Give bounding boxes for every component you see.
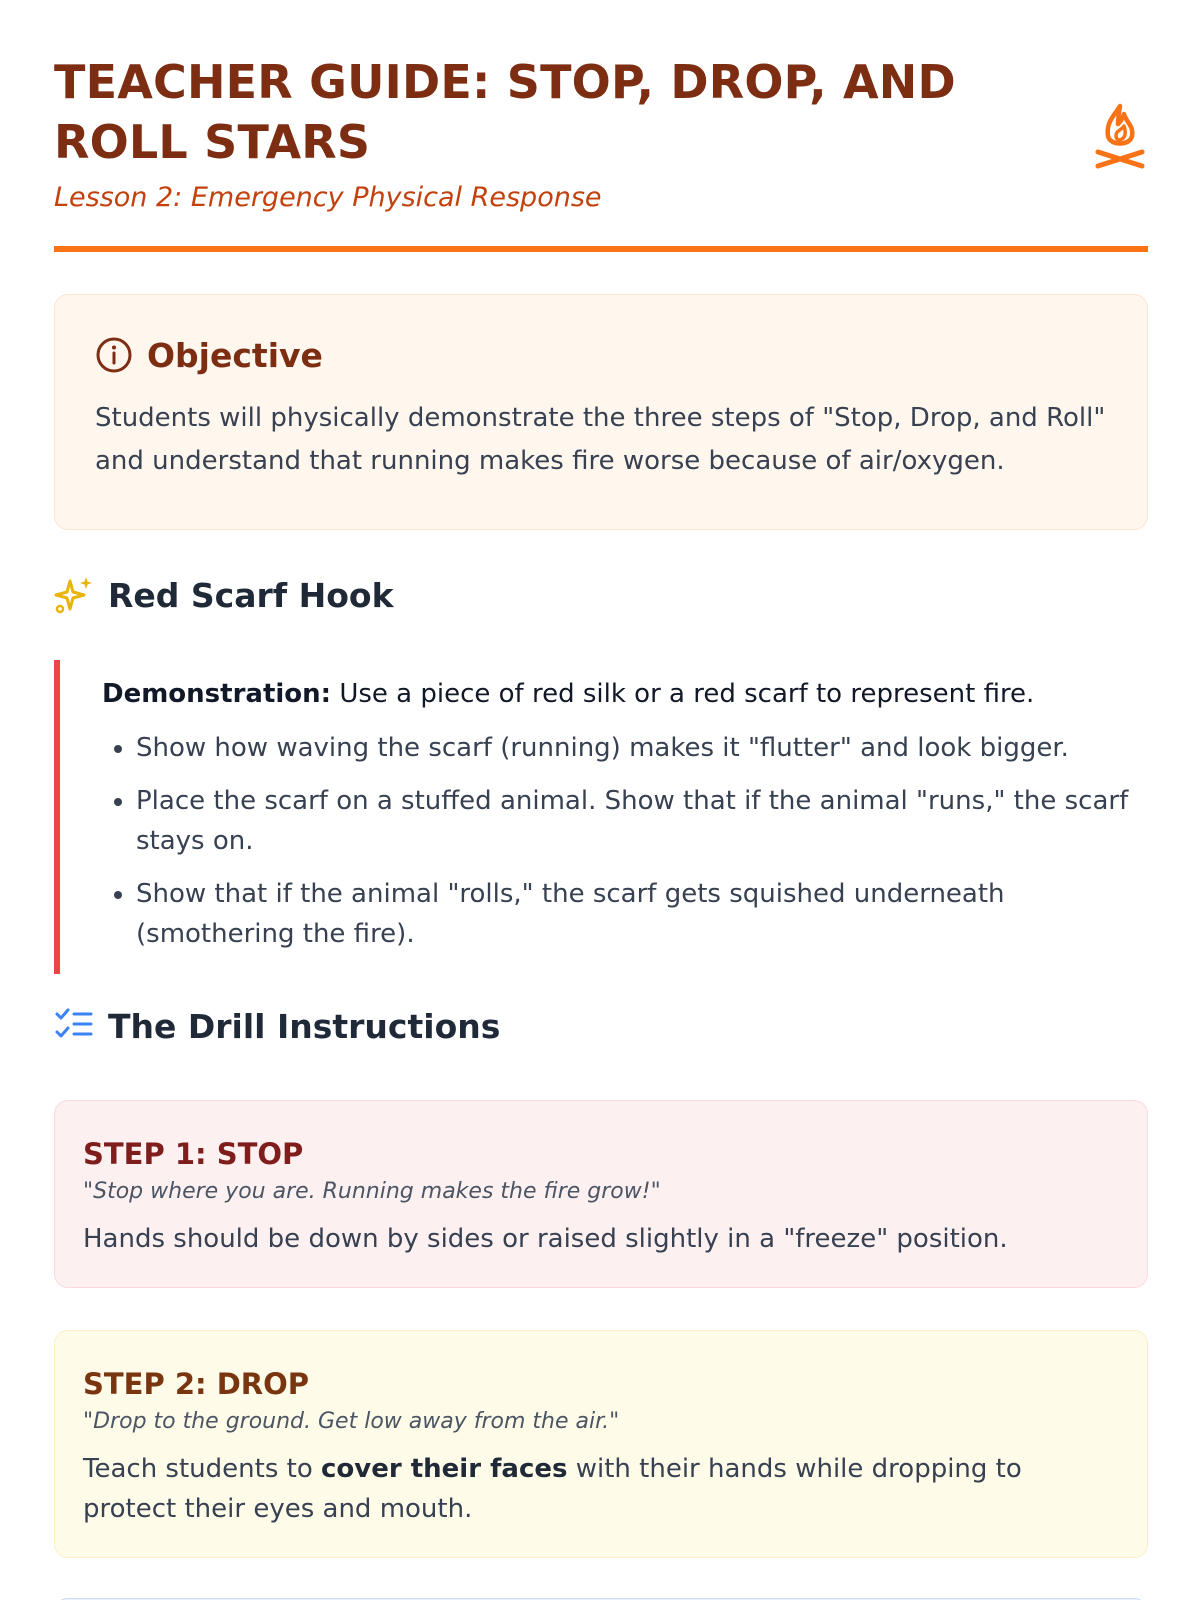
objective-header — [95, 333, 1107, 377]
step-text: Hands should be down by sides or raised slightly in a "freeze" position. — [83, 1224, 1008, 1254]
checklist-icon — [54, 1006, 94, 1046]
list-item: • Place the scarf on a stuffed animal. Show that if the animal "runs," the scarf stays on. — [136, 781, 1148, 861]
step-text — [83, 1449, 1119, 1529]
hook-heading: Red Scarf Hook — [108, 575, 394, 615]
step-title: STEP 2: DROP — [83, 1367, 310, 1401]
step-quote: "Stop where you are. Running makes the fire grow!" — [83, 1179, 661, 1204]
page-title: TEACHER GUIDE: STOP, DROP, AND ROLL STARS — [54, 55, 956, 169]
page-header — [54, 52, 1148, 216]
header-divider — [54, 246, 1148, 252]
step-stop-card — [54, 1100, 1148, 1288]
drill-heading: The Drill Instructions — [108, 1006, 501, 1046]
list-item: • Show how waving the scarf (running) makes it "flutter" and look bigger. — [136, 728, 1148, 768]
step-title: STEP 1: STOP — [83, 1137, 304, 1171]
sparkles-icon — [54, 575, 94, 615]
hook-callout — [54, 660, 1148, 974]
info-circle-icon — [95, 336, 133, 374]
demonstration-label: Demonstration: — [102, 679, 332, 709]
step-text-emphasis: cover their faces — [321, 1454, 568, 1484]
list-item: • Show that if the animal "rolls," the scarf gets squished underneath (smothering the fire). — [136, 874, 1148, 954]
objective-card — [54, 294, 1148, 530]
page-subtitle: Lesson 2: Emergency Physical Response — [54, 182, 602, 213]
step-text-end: with their hands while dropping to protect their eyes and mouth. — [83, 1454, 1022, 1524]
demonstration-line — [102, 676, 1148, 712]
hook-section-header — [54, 575, 394, 615]
objective-heading: Objective — [147, 335, 323, 375]
campfire-icon — [1092, 100, 1148, 174]
objective-text: Students will physically demonstrate the three steps of "Stop, Drop, and Roll" and understand that running makes fire worse because of air/oxygen. — [95, 403, 1106, 476]
demonstration-text: Use a piece of red silk or a red scarf to represent fire. — [331, 679, 1035, 709]
step-drop-card — [54, 1330, 1148, 1558]
step-text-start: Teach students to — [83, 1454, 321, 1484]
drill-section-header — [54, 1006, 500, 1046]
step-quote: "Drop to the ground. Get low away from the air." — [83, 1409, 620, 1434]
hook-bullet-list — [102, 728, 1148, 954]
